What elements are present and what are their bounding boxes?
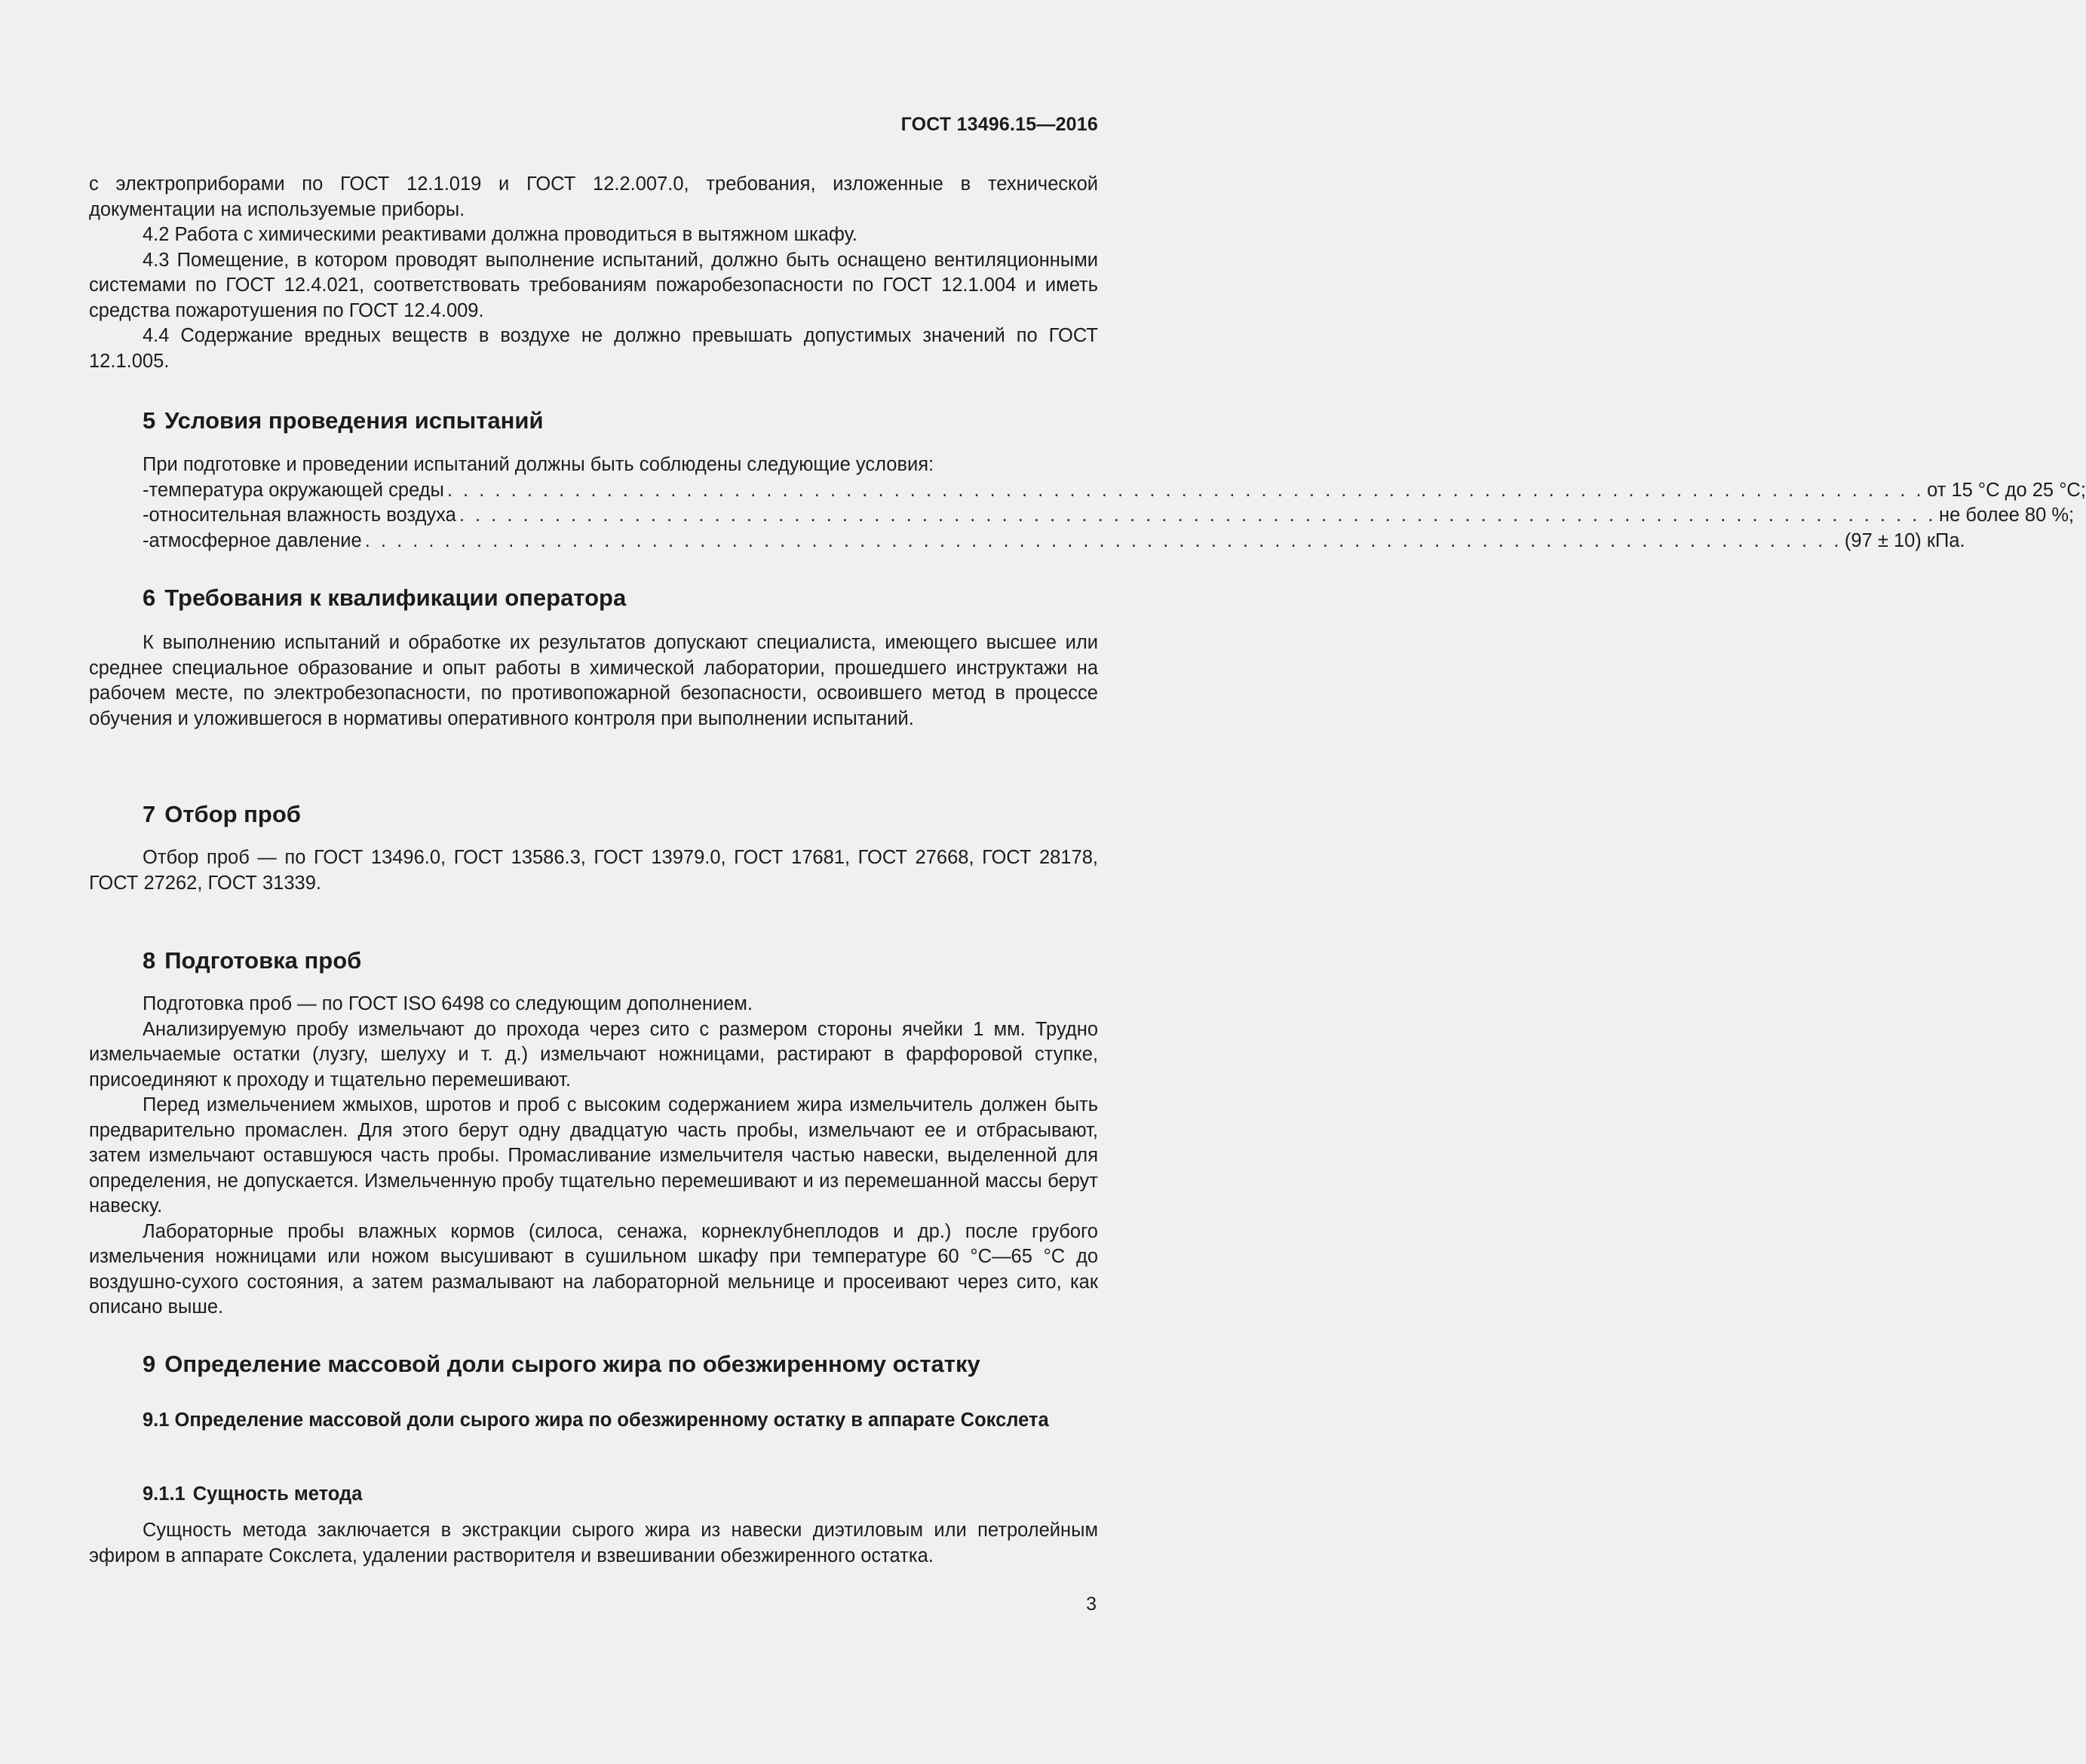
section-title: Отбор проб <box>164 801 301 827</box>
paragraph: Анализируемую пробу измельчают до прохода через сито с размером стороны ячейки 1 мм. Трудно измельчаемые остатки (лузгу, шелуху и т. д.) измельчают ножницами, растирают в фарфоровой ступке, присоединяют к проходу и тщательно перемешивают. <box>89 1018 1098 1091</box>
condition-row-pressure <box>89 529 1965 554</box>
paragraph: Подготовка проб — по ГОСТ ISO 6498 со следующим дополнением. <box>143 993 753 1014</box>
section-5-heading <box>143 407 544 434</box>
dot-leader: . . . . . . . . . . . . . . . . . . . . . . . . . . . . . . . . . . . . . . . . . . . . . . . . . . . . . . . . . . . . . . . . . . . . . . . . . . . . . . . . . . . . . . . . . . . . . <box>459 505 1937 526</box>
section-6-heading <box>143 584 626 612</box>
section-6-body <box>89 630 1098 732</box>
page-number: 3 <box>1086 1594 1097 1615</box>
paragraph: К выполнению испытаний и обработке их результатов допускают специалиста, имеющего высшее или среднее специальное образование и опыт работы в химической лаборатории, прошедшего инструктажи на рабочем месте, по электробезопасности, по противопожарной безопасности, освоившего метод в процессе обучения и уложившегося в нормативы оперативного контроля при выполнении испытаний. <box>89 632 1098 729</box>
section-number: 7 <box>143 801 156 827</box>
paragraph-4-2: 4.2 Работа с химическими реактивами должна проводиться в вытяжном шкафу. <box>143 224 857 245</box>
document-id-header: ГОСТ 13496.15—2016 <box>900 114 1098 135</box>
list-dash: - <box>143 479 149 501</box>
conditions-intro: При подготовке и проведении испытаний должны быть соблюдены следующие условия: <box>143 454 934 475</box>
section-9-heading <box>143 1351 980 1378</box>
condition-label: относительная влажность воздуха <box>149 505 456 526</box>
section-4-continuation <box>89 172 1098 374</box>
dot-leader: . . . . . . . . . . . . . . . . . . . . . . . . . . . . . . . . . . . . . . . . . . . . . . . . . . . . . . . . . . . . . . . . . . . . . . . . . . . . . . . . . . . . . . . . . . . . . <box>446 479 1925 501</box>
section-number: 6 <box>143 584 156 611</box>
paragraph: Перед измельчением жмыхов, шротов и проб с высоким содержанием жира измельчитель должен быть предварительно промаслен. Для этого берут одну двадцатую часть пробы, измельчают ее и отбрасывают, затем измельчают оставшуюся часть пробы. Промасливание измельчителя частью навески, выделенной для определения, не допускается. Измельченную пробу тщательно перемешивают и из перемешанной массы берут навеску. <box>89 1094 1098 1216</box>
paragraph: Сущность метода заключается в экстракции сырого жира из навески диэтиловым или петролейным эфиром в аппарате Сокслета, удалении растворителя и взвешивании обезжиренного остатка. <box>89 1520 1098 1566</box>
section-title: Условия проведения испытаний <box>164 407 544 434</box>
list-dash: - <box>143 529 149 551</box>
condition-label: температура окружающей среды <box>149 479 444 501</box>
section-7-body <box>89 845 1098 896</box>
condition-value: от 15 °С до 25 °С; <box>1927 479 2086 501</box>
dot-leader: . . . . . . . . . . . . . . . . . . . . . . . . . . . . . . . . . . . . . . . . . . . . . . . . . . . . . . . . . . . . . . . . . . . . . . . . . . . . . . . . . . . . . . . . . . . . . <box>364 529 1842 551</box>
condition-label: атмосферное давление <box>149 529 362 551</box>
subsection-title: Сущность метода <box>192 1483 363 1505</box>
section-7-heading <box>143 801 301 828</box>
condition-row-humidity <box>89 503 2075 529</box>
section-title: Требования к квалификации оператора <box>164 584 627 611</box>
paragraph: с электроприборами по ГОСТ 12.1.019 и ГОСТ 12.2.007.0, требования, изложенные в технической документации на используемые приборы. <box>89 173 1098 220</box>
section-5-body <box>89 453 2086 554</box>
paragraph: Отбор проб — по ГОСТ 13496.0, ГОСТ 13586.3, ГОСТ 13979.0, ГОСТ 17681, ГОСТ 27668, ГОСТ 28178, ГОСТ 27262, ГОСТ 31339. <box>89 847 1098 894</box>
section-title: Определение массовой доли сырого жира по обезжиренному остатку <box>164 1351 980 1377</box>
condition-value: (97 ± 10) кПа. <box>1844 529 1965 551</box>
list-dash: - <box>143 505 149 526</box>
condition-row-temperature <box>89 478 2086 504</box>
section-number: 8 <box>143 947 156 974</box>
subsection-number: 9.1.1 <box>143 1483 186 1505</box>
section-title: Подготовка проб <box>164 947 362 974</box>
section-number: 9 <box>143 1351 156 1377</box>
condition-value: не более 80 %; <box>1939 505 2075 526</box>
section-8-heading <box>143 947 361 974</box>
paragraph: Лабораторные пробы влажных кормов (силоса, сенажа, корнеклубнеплодов и др.) после грубого измельчения ножницами или ножом высушивают в сушильном шкафу при температуре 60 °С—65 °С до воздушно-сухого состояния, а затем размалывают на лабораторной мельнице и просеивают через сито, как описано выше. <box>89 1220 1098 1318</box>
subsection-9-1-heading: 9.1 Определение массовой доли сырого жира по обезжиренному остатку в аппарате Сокслета <box>143 1410 1049 1431</box>
subsection-9-1-1-heading <box>143 1483 362 1505</box>
section-number: 5 <box>143 407 156 434</box>
paragraph-4-4: 4.4 Содержание вредных веществ в воздухе не должно превышать допустимых значений по ГОСТ 12.1.005. <box>89 325 1098 372</box>
paragraph-4-3: 4.3 Помещение, в котором проводят выполнение испытаний, должно быть оснащено вентиляционными системами по ГОСТ 12.4.021, соответствовать требованиям пожаробезопасности по ГОСТ 12.1.004 и иметь средства пожаротушения по ГОСТ 12.4.009. <box>89 249 1098 321</box>
subsection-9-1-1-body <box>89 1518 1098 1569</box>
section-8-body <box>89 992 1098 1321</box>
